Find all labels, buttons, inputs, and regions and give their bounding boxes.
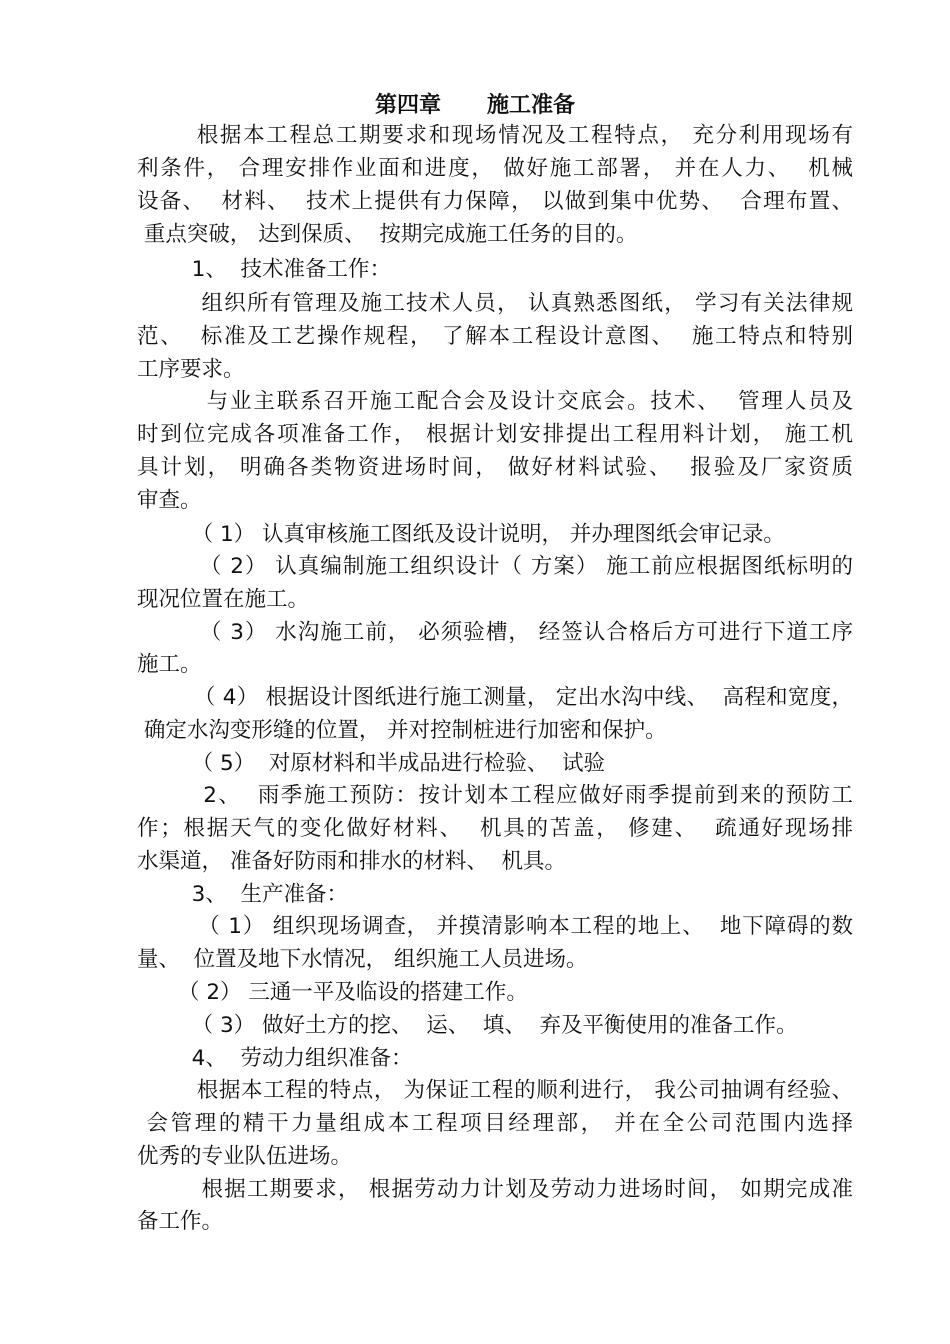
- body-line: 利条件， 合理安排作业面和进度， 做好施工部署， 并在人力、 机械: [137, 156, 853, 181]
- body-line: 会管理的精干力量组成本工程项目经理部， 并在全公司范围内选择: [137, 1111, 853, 1136]
- body-line: 确定水沟变形缝的位置， 并对控制桩进行加密和保护。: [137, 718, 667, 743]
- body-line: 具计划， 明确各类物资进场时间， 做好材料试验、 报验及厂家资质: [137, 455, 853, 480]
- list-item-2: （ 2） 三通一平及临设的搭建工作。: [137, 980, 528, 1005]
- body-line: 与业主联系召开施工配合会及设计交底会。技术、 管理人员及: [137, 389, 853, 414]
- body-line: 设备、 材料、 技术上提供有力保障， 以做到集中优势、 合理布置、: [137, 189, 853, 214]
- body-line: 施工。: [137, 652, 202, 677]
- section-heading-production: 3、 生产准备：: [137, 882, 349, 907]
- chapter-title: 第四章 施工准备: [375, 93, 575, 118]
- body-line: 作；根据天气的变化做好材料、 机具的苫盖， 修建、 疏通好现场排: [137, 816, 853, 841]
- list-item-1: （ 1） 认真审核施工图纸及设计说明， 并办理图纸会审记录。: [137, 522, 785, 547]
- list-item-3: （ 3） 做好土方的挖、 运、 填、 弃及平衡使用的准备工作。: [137, 1013, 798, 1038]
- body-line: 水渠道， 准备好防雨和排水的材料、 机具。: [137, 849, 567, 874]
- body-line: 根据本工程总工期要求和现场情况及工程特点， 充分利用现场有: [137, 123, 853, 148]
- section-heading-rainy-season: 2、 雨季施工预防：按计划本工程应做好雨季提前到来的预防工: [137, 783, 853, 808]
- body-line: 量、 位置及地下水情况， 组织施工人员进场。: [137, 947, 588, 972]
- list-item-3: （ 3） 水沟施工前， 必须验槽， 经签认合格后方可进行下道工序: [137, 620, 853, 645]
- list-item-2: （ 2） 认真编制施工组织设计（ 方案） 施工前应根据图纸标明的: [137, 554, 853, 579]
- section-heading-technical: 1、 技术准备工作：: [137, 257, 392, 282]
- body-line: 现况位置在施工。: [137, 587, 310, 612]
- list-item-1: （ 1） 组织现场调查， 并摸清影响本工程的地上、 地下障碍的数: [137, 914, 853, 939]
- body-line: 工序要求。: [137, 357, 245, 382]
- body-line: 备工作。: [137, 1209, 224, 1234]
- body-line: 组织所有管理及施工技术人员， 认真熟悉图纸， 学习有关法律规: [137, 291, 853, 316]
- body-line: 优秀的专业队伍进场。: [137, 1144, 353, 1169]
- body-line: 重点突破， 达到保质、 按期完成施工任务的目的。: [137, 222, 638, 247]
- list-item-5: （ 5） 对原材料和半成品进行检验、 试验: [137, 751, 606, 776]
- body-line: 审查。: [137, 488, 202, 513]
- body-line: 根据工期要求， 根据劳动力计划及劳动力进场时间， 如期完成准: [137, 1177, 853, 1202]
- body-line: 根据本工程的特点， 为保证工程的顺利进行， 我公司抽调有经验、: [137, 1078, 853, 1103]
- body-line: 范、 标准及工艺操作规程， 了解本工程设计意图、 施工特点和特别: [137, 324, 853, 349]
- body-line: 时到位完成各项准备工作， 根据计划安排提出工程用料计划， 施工机: [137, 422, 853, 447]
- section-heading-labor: 4、 劳动力组织准备：: [137, 1046, 413, 1071]
- list-item-4: （ 4） 根据设计图纸进行施工测量， 定出水沟中线、 高程和宽度，: [137, 685, 853, 710]
